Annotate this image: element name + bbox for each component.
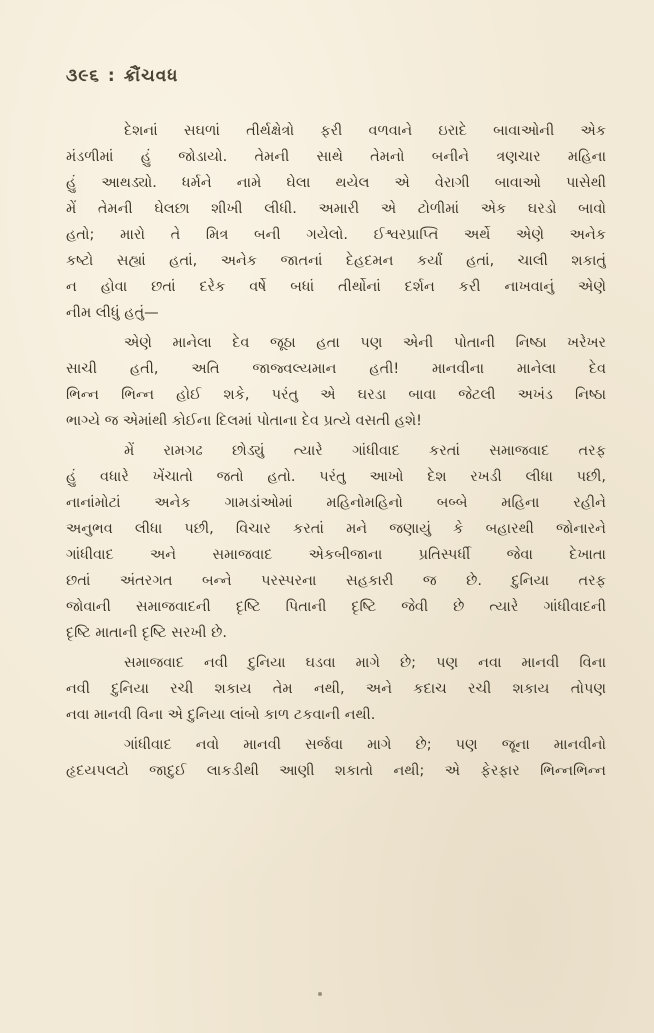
header-separator: : (107, 66, 116, 86)
text-line: હું આથડ્યો. ધર્મને નામે ઘેલા થયેલ એ વેરાગી બાવાઓ પાસેથી (66, 175, 606, 191)
text-line: હું વધારે ખેંચાતો જતો હતો. પરંતુ આખો દેશ રખડી લીધા પછી, (66, 469, 606, 485)
paragraph (66, 650, 606, 728)
text-line: ન હોવા છતાં દરેક વર્ષે બધાં તીર્થોનાં દર્શન કરી નાખવાનું એણે (66, 279, 606, 295)
page-number: ૩૯૬ (66, 66, 100, 86)
text-line: નાનાંમોટાં અનેક ગામડાંઓમાં મહિનોમહિનો બબ્બે મહિના રહીને (66, 495, 606, 511)
paragraph (66, 330, 606, 434)
text-line: ભાગ્યે જ એમાંથી કોઈના દિલમાં પોતાના દેવ પ્રત્યે વસતી હશે! (66, 413, 422, 429)
text-line: અનુભવ લીધા પછી, વિચાર કરતાં મને જણાયું કે બહારથી જોનારને (66, 521, 606, 537)
text-line: દૃષ્ટિ માતાની દૃષ્ટિ સરખી છે. (66, 625, 227, 641)
book-title: ક્રૌંચવધ (123, 66, 179, 86)
paragraph (66, 732, 606, 784)
running-head (66, 66, 178, 86)
text-line: ભિન્ન ભિન્ન હોઈ શકે, પરંતુ એ ઘરડા બાવા જેટલી અખંડ નિષ્ઠા (66, 387, 606, 403)
text-line: ગાંધીવાદ નવો માનવી સર્જવા માગે છે; પણ જૂના માનવીનો (124, 737, 606, 753)
text-line: નવા માનવી વિના એ દુનિયા લાંબો કાળ ટકવાની નથી. (66, 707, 376, 723)
body-text (66, 118, 606, 784)
text-line: ગાંધીવાદ અને સમાજવાદ એકબીજાના પ્રતિસ્પર્ધી જેવા દેખાતા (66, 547, 606, 563)
text-line: છતાં અંતરગત બન્ને પરસ્પરના સહકારી જ છે. દુનિયા તરફ (66, 573, 606, 589)
text-line: સમાજવાદ નવી દુનિયા ઘડવા માગે છે; પણ નવા માનવી વિના (124, 655, 606, 671)
paragraph (66, 438, 606, 646)
text-line: સાચી હતી, અતિ જાજ્વલ્યમાન હતી! માનવીના માનેલા દેવ (66, 361, 606, 377)
text-line: મેં રામગઢ છોડ્યું ત્યારે ગાંધીવાદ કરતાં સમાજવાદ તરફ (124, 443, 606, 459)
text-line: દેશનાં સઘળાં તીર્થક્ષેત્રો ફરી વળવાને ઇરાદે બાવાઓની એક (124, 123, 606, 139)
text-line: જોવાની સમાજવાદની દૃષ્ટિ પિતાની દૃષ્ટિ જેવી છે ત્યારે ગાંધીવાદની (66, 599, 606, 615)
text-line: એણે માનેલા દેવ જૂઠા હતા પણ એની પોતાની નિષ્ઠા ખરેખર (124, 335, 606, 351)
text-line: નવી દુનિયા રચી શકાય તેમ નથી, અને કદાચ રચી શકાય તોપણ (66, 681, 606, 697)
text-line: હતો; મારો તે મિત્ર બની ગયેલો. ઈશ્વરપ્રાપ્તિ અર્થે એણે અનેક (66, 227, 606, 243)
text-line: મેં તેમની ઘેલછા શીખી લીધી. અમારી એ ટોળીમાં એક ઘરડો બાવો (66, 201, 606, 217)
text-line: મંડળીમાં હું જોડાયો. તેમની સાથે તેમનો બનીને ત્રણચાર મહિના (66, 149, 606, 165)
text-line: નીમ લીધું હતું— (66, 305, 159, 321)
paragraph (66, 118, 606, 326)
text-line: કષ્ટો સહ્યાં હતાં, અનેક જાતનાં દેહદમન કર્યાં હતાં, ચાલી શકાતું (66, 253, 606, 269)
text-line: હૃદયપલટો જાદુઈ લાકડીથી આણી શકાતો નથી; એ ફેરફાર ભિન્નભિન્ન (66, 763, 606, 779)
footer-dot (318, 992, 322, 996)
